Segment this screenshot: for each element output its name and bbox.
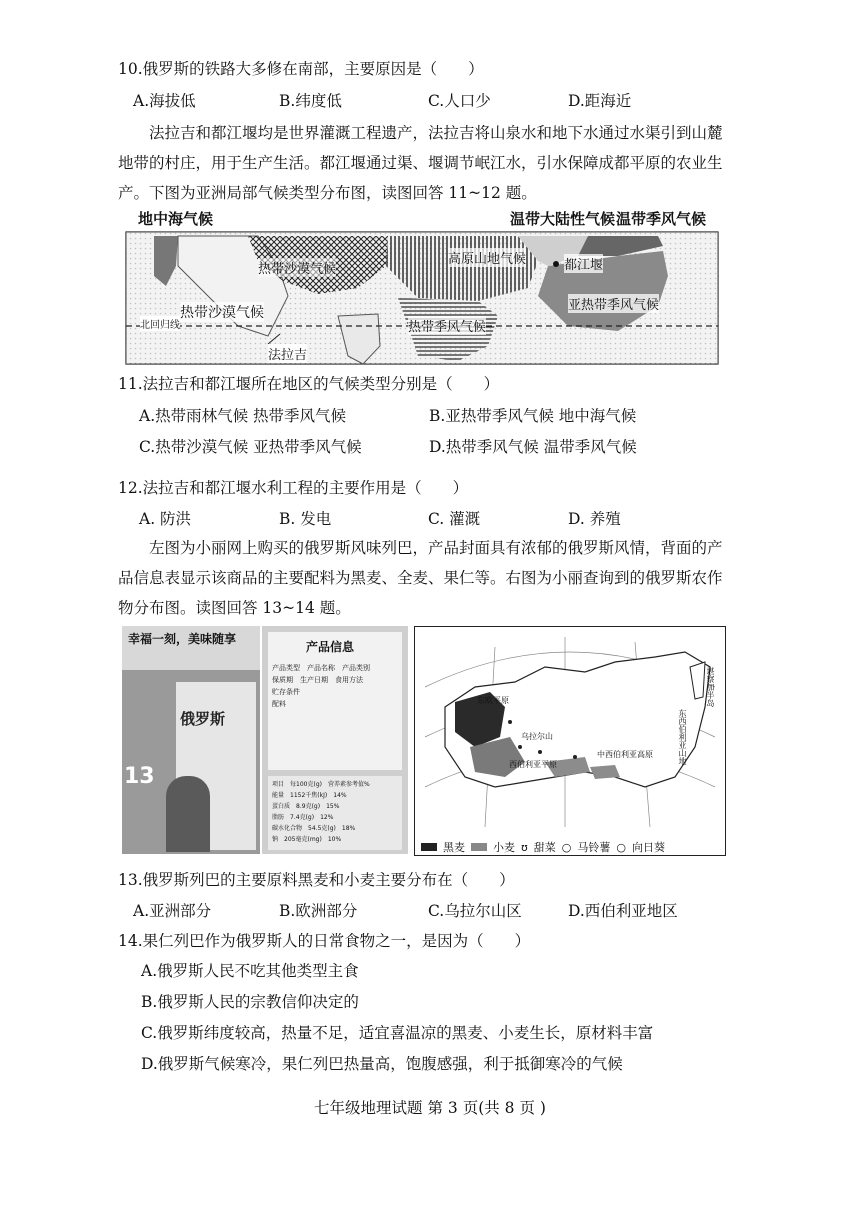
legend-sunflower: 向日葵 [632, 841, 666, 854]
legend-sunflower-icon: ○ [616, 840, 627, 854]
info-row: 产品类型 产品名称 产品类别 [272, 664, 370, 672]
q10-option-d: D.距海近 [568, 92, 632, 110]
nutrition-table [272, 779, 400, 845]
label-east-european-plain: 东欧平原 [477, 696, 509, 705]
info-row: 配料 [272, 700, 286, 708]
q11-option-d: D.热带季风气候 温带季风气候 [429, 438, 637, 456]
package-brand: 俄罗斯 [180, 710, 226, 728]
map-legend [421, 839, 665, 855]
legend-wheat-swatch [471, 843, 487, 851]
q14-option-b: B.俄罗斯人民的宗教信仰决定的 [141, 993, 359, 1011]
q11-option-c: C.热带沙漠气候 亚热带季风气候 [139, 438, 362, 456]
intro-paragraph-russia: 左图为小丽网上购买的俄罗斯风味列巴，产品封面具有浓郁的俄罗斯风情，背面的产品信息表显示该商品的主要配料为黑麦、全麦、果仁等。右图为小丽查询到的俄罗斯农作物分布图。读图回答 13~14 题。 [118, 539, 723, 617]
intro-paragraph-climate: 法拉吉和都江堰均是世界灌溉工程遗产，法拉吉将山泉水和地下水通过水渠引到山麓地带的村庄，用于生产生活。都江堰通过渠、堰调节岷江水，引水保障成都平原的农业生产。下图为亚洲局部气候类型分布图，读图回答 11~12 题。 [118, 124, 723, 202]
package-number: 13 [124, 764, 155, 789]
nutrition-header: 项目 每100克(g) 营养素参考值% [272, 781, 370, 788]
label-tropical-monsoon: 热带季风气候 [408, 316, 486, 335]
climate-map [118, 206, 722, 366]
q14-option-c: C.俄罗斯纬度较高，热量不足，适宜喜温凉的黑麦、小麦生长，原材料丰富 [141, 1024, 654, 1042]
q13-option-c: C.乌拉尔山区 [428, 902, 522, 920]
q10-option-c: C.人口少 [428, 92, 491, 110]
page-footer: 七年级地理试题 第 3 页(共 8 页 ) [314, 1099, 546, 1117]
label-east-siberian-mountains: 东西伯利亚山地 [678, 709, 687, 765]
legend-beet-icon: ʊ [521, 840, 528, 854]
label-tropical-desert: 热带沙漠气候 [180, 302, 264, 322]
label-subtropical-monsoon: 亚热带季风气候 [568, 294, 659, 313]
label-dujiangyan: 都江堰 [564, 254, 603, 273]
q10-stem: 10.俄罗斯的铁路大多修在南部，主要原因是（ ） [118, 60, 484, 78]
q11-option-a: A.热带雨林气候 热带季风气候 [139, 407, 347, 425]
q13-option-d: D.西伯利亚地区 [568, 902, 678, 920]
nutrition-row: 钠 205毫克(mg) 10% [272, 836, 342, 843]
legend-potato: 马铃薯 [577, 841, 611, 854]
nutrition-row: 碳水化合物 54.5克(g) 18% [272, 825, 356, 832]
legend-potato-icon: ○ [561, 840, 572, 854]
q13-option-a: A.亚洲部分 [133, 902, 212, 920]
label-ural: 乌拉尔山 [521, 732, 553, 741]
q11-option-b: B.亚热带季风气候 地中海气候 [429, 407, 637, 425]
legend-wheat: 小麦 [493, 841, 515, 854]
q14-stem: 14.果仁列巴作为俄罗斯人的日常食物之一，是因为（ ） [118, 932, 531, 950]
q13-option-b: B.欧洲部分 [279, 902, 358, 920]
legend-rye-swatch [421, 843, 437, 851]
q12-stem: 12.法拉吉和都江堰水利工程的主要作用是（ ） [118, 479, 469, 497]
q12-option-a: A. 防洪 [139, 510, 192, 528]
label-plateau: 高原山地气候 [448, 248, 526, 267]
label-desert-top: 热带沙漠气候 [258, 258, 336, 277]
label-mediterranean: 地中海气候 [138, 210, 214, 228]
package-slogan: 幸福一刻，美味随享 [128, 632, 237, 646]
label-falaji: 法拉吉 [268, 344, 307, 363]
label-kamchatka: 堪察加半岛 [706, 667, 715, 707]
q10-option-b: B.纬度低 [279, 92, 342, 110]
q11-stem: 11.法拉吉和都江堰所在地区的气候类型分别是（ ） [118, 375, 500, 393]
q10-option-a: A.海拔低 [133, 92, 196, 110]
info-title: 产品信息 [306, 640, 355, 654]
label-temperate-continental: 温带大陆性气候 [510, 210, 616, 228]
label-temperate-monsoon: 温带季风气候 [616, 210, 707, 228]
legend-rye: 黑麦 [443, 841, 465, 854]
q12-option-d: D. 养殖 [568, 510, 621, 528]
legend-beet: 甜菜 [533, 841, 556, 854]
climate-map-graphic [118, 206, 722, 366]
info-row: 保质期 生产日期 食用方法 [272, 676, 363, 684]
q14-option-a: A.俄罗斯人民不吃其他类型主食 [141, 962, 359, 980]
info-row: 贮存条件 [272, 688, 300, 696]
nutrition-row: 蛋白质 8.9克(g) 15% [272, 803, 340, 810]
label-tropic-of-cancer: 北回归线 [140, 316, 180, 331]
nutrition-row: 脂肪 7.4克(g) 12% [272, 814, 334, 821]
nutrition-row: 能量 1152千焦(kJ) 14% [272, 792, 347, 799]
info-table [272, 662, 400, 710]
q12-option-b: B. 发电 [279, 510, 332, 528]
q14-option-d: D.俄罗斯气候寒冷，果仁列巴热量高，饱腹感强，利于抵御寒冷的气候 [141, 1055, 623, 1073]
bread-package-photo [122, 626, 260, 854]
q12-option-c: C. 灌溉 [428, 510, 481, 528]
label-central-siberian-plateau: 中西伯利亚高原 [597, 750, 653, 759]
q13-stem: 13.俄罗斯列巴的主要原料黑麦和小麦主要分布在（ ） [118, 871, 515, 889]
label-west-siberian-plain: 西伯利亚平原 [509, 760, 557, 769]
russia-crop-map [414, 626, 726, 856]
product-info-photo [262, 626, 408, 854]
